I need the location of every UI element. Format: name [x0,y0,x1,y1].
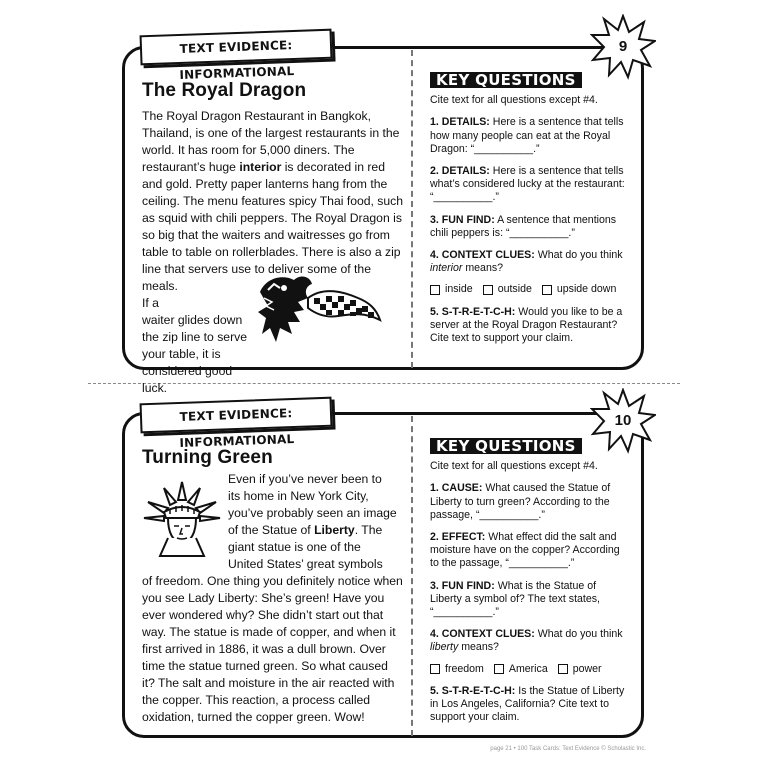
card-number-badge [590,388,656,454]
passage [142,80,404,397]
card-divider [411,50,413,368]
passage-line: giant statue is one of the [228,540,361,554]
passage-line: luck. [142,381,168,395]
passage-line: you’ve probably seen an image [228,506,397,520]
checkbox[interactable] [430,285,440,295]
key-questions-heading: KEY QUESTIONS [430,438,582,454]
question-label: 4. CONTEXT CLUES: [430,249,535,262]
question-text: What effect did the salt and moisture have on the copper? According to the passage, “__________.” [430,531,620,570]
option-inside[interactable] [430,283,473,296]
key-questions-panel [430,438,630,724]
option-power[interactable] [558,663,602,676]
passage-line: United States’ great symbols [228,557,383,571]
passage-title: Turning Green [142,447,273,468]
question-4 [430,249,630,275]
checkbox[interactable] [494,664,504,674]
option-label: inside [445,283,473,296]
option-label: America [508,662,548,675]
passage-text: of the Statue of [228,523,315,537]
question-label: 5. S-T-R-E-T-C-H: [430,305,516,318]
card-divider [411,416,413,736]
question-label: 3. FUN FIND: [430,579,495,592]
card-number: 9 [618,38,628,55]
checkbox[interactable] [430,664,440,674]
question-text: A sentence that mentions chili peppers is: “__________.” [430,213,617,239]
passage-line: your table, it is [142,347,221,361]
question-text: What is the Statue of Liberty a symbol of? The text states, “__________.” [430,579,600,619]
passage-title: The Royal Dragon [142,80,307,101]
checkbox[interactable] [558,664,568,674]
cite-instruction: Cite text for all questions except #4. [430,94,598,107]
card-number: 10 [614,412,632,429]
passage-line: its home in New York City, [228,489,369,503]
cite-instruction: Cite text for all questions except #4. [430,460,598,473]
vocab-word: Liberty [314,523,355,537]
question-label: 3. FUN FIND: [430,213,495,226]
page-footer: page 21 • 100 Task Cards: Text Evidence © Scholastic Inc. [490,746,646,752]
question-2 [430,165,630,205]
passage-wrap [228,471,408,573]
question-label: 1. DETAILS: [430,116,490,129]
question-2 [430,531,630,571]
dragon-illustration [254,268,384,348]
vocab-word: interior [239,160,282,174]
question-1 [430,482,630,522]
checkbox[interactable] [483,285,493,295]
option-outside[interactable] [483,283,532,296]
question-label: 4. CONTEXT CLUES: [430,628,535,641]
question-text: Here is a sentence that tells what’s considered lucky at the restaurant: “__________.” [430,165,625,204]
option-label: power [572,662,602,675]
card-number-badge [590,14,656,80]
statue-of-liberty-illustration [142,478,222,558]
option-freedom[interactable] [430,663,484,676]
passage-line [228,522,408,539]
question-text: What do you think [534,249,623,262]
option-america[interactable] [494,663,548,676]
question-text: Is the Statue of Liberty in Los Angeles, California? Cite text to support your claim. [430,684,625,724]
option-upside-down[interactable] [542,283,617,296]
checkbox[interactable] [542,285,552,295]
answer-options [430,283,630,296]
question-5 [430,306,630,346]
passage-wrap [142,295,272,397]
question-label: 2. EFFECT: [430,531,486,544]
option-label: outside [497,283,532,296]
passage-text [142,108,404,295]
vocab-word: interior [430,262,463,275]
question-text: What do you think [534,628,623,641]
passage-line: the zip line to serve [142,330,248,344]
question-text: Here is a sentence that tells how many people can eat at the Royal Dragon: “__________.” [430,116,624,155]
card-tag: TEXT EVIDENCE: INFORMATIONAL [140,29,333,66]
question-label: 2. DETAILS: [430,165,490,178]
card-tag: TEXT EVIDENCE: INFORMATIONAL [140,397,333,434]
passage-text-a: The Royal Dragon Restaurant in Bangkok, Thailand, is one of the largest restaurants in the world. It has room for 5,000 diners. The restaurant’s huge [142,109,400,174]
passage-line: waiter glides down [142,313,243,327]
key-questions-panel [430,72,630,345]
passage-text: of freedom. One thing you definitely notice when you see Lady Liberty: She’s green! Have you ever wondered why? She didn’t start out that way. The statue is made of copper, and when it first arrived in 1886, it was a dull brown. Over time the statue turned green. So what caused it? The salt and moisture in the air reacted with the copper. This reaction, a process called oxidation, turned the copper green. Wow! [142,574,403,724]
option-label: upside down [556,283,617,296]
question-label: 1. CAUSE: [430,482,483,495]
question-3 [430,214,630,240]
passage-line: considered good [142,364,233,378]
answer-options [430,663,630,676]
passage-line: If a [142,296,159,310]
question-text: What caused the Statue of Liberty to turn green? According to the passage, “__________.” [430,482,611,521]
vocab-word: liberty [430,641,459,654]
key-questions-heading: KEY QUESTIONS [430,72,582,88]
question-text: means? [458,641,499,654]
question-text: Would you like to be a server at the Royal Dragon Restaurant? Cite text to support your claim. [430,305,623,345]
passage-text-b: is decorated in red and gold. Pretty paper lanterns hang from the ceiling. The menu features spicy Thai food, such as squid with chili peppers. The Royal Dragon is so big that the waiters and waitresses go from table to table on rollerblades. There is also a zip line that servers use to deliver some of the meals. [142,160,404,293]
question-3 [430,580,630,620]
option-label: freedom [445,662,484,675]
passage-line: Even if you’ve never been to [228,472,382,486]
question-1 [430,116,630,156]
question-5 [430,685,630,725]
question-label: 5. S-T-R-E-T-C-H: [430,684,516,697]
passage-text: . The [354,523,383,537]
question-text: means? [462,262,504,275]
question-4 [430,628,630,654]
